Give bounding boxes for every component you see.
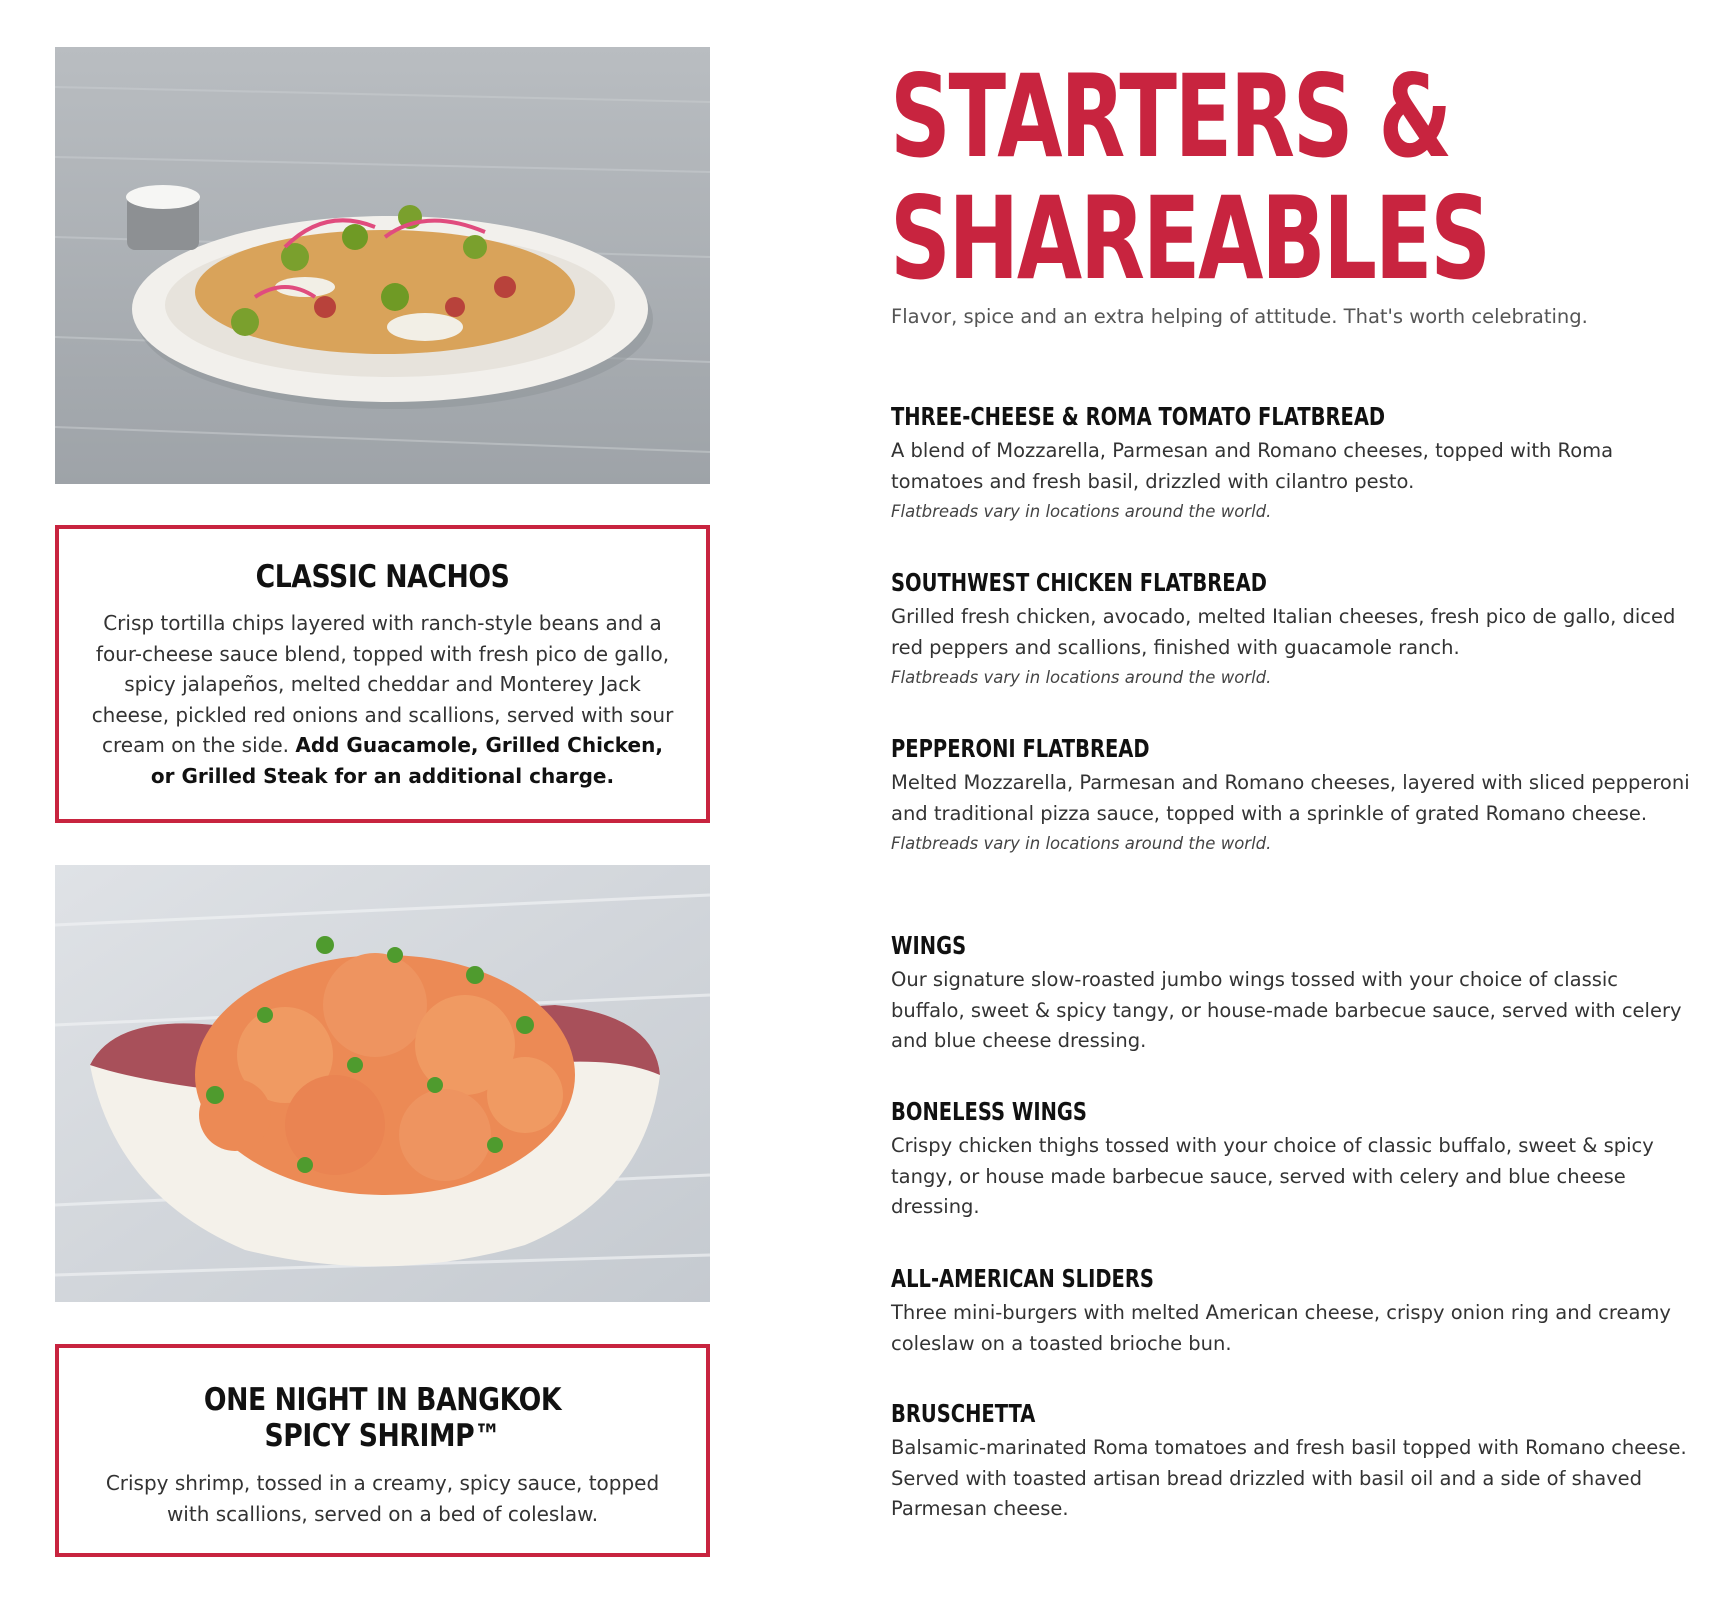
menu-item-three-cheese-flatbread [891,402,1691,524]
menu-item-description: Melted Mozzarella, Parmesan and Romano cheeses, layered with sliced pepperoni and traditional pizza sauce, topped with a sprinkle of grated Romano cheese. [891,771,1690,825]
feature-title [130,559,635,596]
feature-description: Crispy shrimp, tossed in a creamy, spicy sauce, topped with scallions, served on a bed of coleslaw. [105,1471,660,1526]
spicy-shrimp-photo [55,865,710,1302]
menu-item-description: Our signature slow-roasted jumbo wings tossed with your choice of classic buffalo, sweet & spicy tangy, or house-made barbecue sauce, served with celery and blue cheese dressing. [891,968,1682,1052]
feature-card-spicy-shrimp [55,1344,710,1557]
feature-description [89,608,676,791]
menu-item-name: BONELESS WINGS [891,1097,1087,1126]
menu-item-pepperoni-flatbread [891,734,1691,856]
feature-title [130,1382,635,1454]
feature-description-text: Crisp tortilla chips layered with ranch-style beans and a four-cheese sauce blend, topped with fresh pico de gallo, spicy jalapeños, melted cheddar and Monterey Jack cheese, pickled red onions and scallions, served with sour cream on the side. [91,611,674,757]
menu-item-note: Flatbreads vary in locations around the world. [891,502,1272,521]
menu-item-name: PEPPERONI FLATBREAD [891,734,1150,763]
feature-title-line: SPICY SHRIMP™ [264,1418,501,1454]
feature-card-classic-nachos [55,525,710,823]
menu-item-note: Flatbreads vary in locations around the world. [891,668,1272,687]
menu-item-description: Three mini-burgers with melted American cheese, crispy onion ring and creamy coleslaw on a toasted brioche bun. [891,1301,1671,1355]
menu-item-name: BRUSCHETTA [891,1399,1036,1428]
menu-item-description: Grilled fresh chicken, avocado, melted Italian cheeses, fresh pico de gallo, diced red peppers and scallions, finished with guacamole ranch. [891,605,1676,659]
menu-item-name: THREE-CHEESE & ROMA TOMATO FLATBREAD [891,402,1386,431]
menu-item-wings [891,931,1691,1057]
menu-item-name: SOUTHWEST CHICKEN FLATBREAD [891,568,1267,597]
menu-item-description: Balsamic-marinated Roma tomatoes and fresh basil topped with Romano cheese. Served with toasted artisan bread drizzled with basil oil and a side of shaved Parmesan cheese. [891,1436,1687,1520]
menu-item-southwest-chicken-flatbread [891,568,1691,690]
menu-item-all-american-sliders [891,1264,1691,1359]
nachos-photo [55,47,710,484]
page-tagline: Flavor, spice and an extra helping of attitude. That's worth celebrating. [891,305,1588,328]
page-title [890,50,1489,305]
page-title-line: STARTERS & [890,50,1450,183]
feature-title-line: ONE NIGHT IN BANGKOK [203,1382,562,1418]
menu-item-description: Crispy chicken thighs tossed with your choice of classic buffalo, sweet & spicy tangy, or house made barbecue sauce, served with celery and blue cheese dressing. [891,1134,1654,1218]
feature-title-line: CLASSIC NACHOS [255,559,510,595]
page-title-line: SHAREABLES [890,172,1489,305]
menu-item-description: A blend of Mozzarella, Parmesan and Romano cheeses, topped with Roma tomatoes and fresh basil, drizzled with cilantro pesto. [891,439,1614,493]
menu-item-note: Flatbreads vary in locations around the world. [891,834,1272,853]
menu-item-name: WINGS [891,931,967,960]
menu-item-name: ALL-AMERICAN SLIDERS [891,1264,1154,1293]
menu-item-boneless-wings [891,1097,1691,1223]
feature-description-bold: Add Guacamole, Grilled Chicken, or Grilled Steak for an additional charge. [150,733,663,788]
menu-item-bruschetta [891,1399,1691,1525]
